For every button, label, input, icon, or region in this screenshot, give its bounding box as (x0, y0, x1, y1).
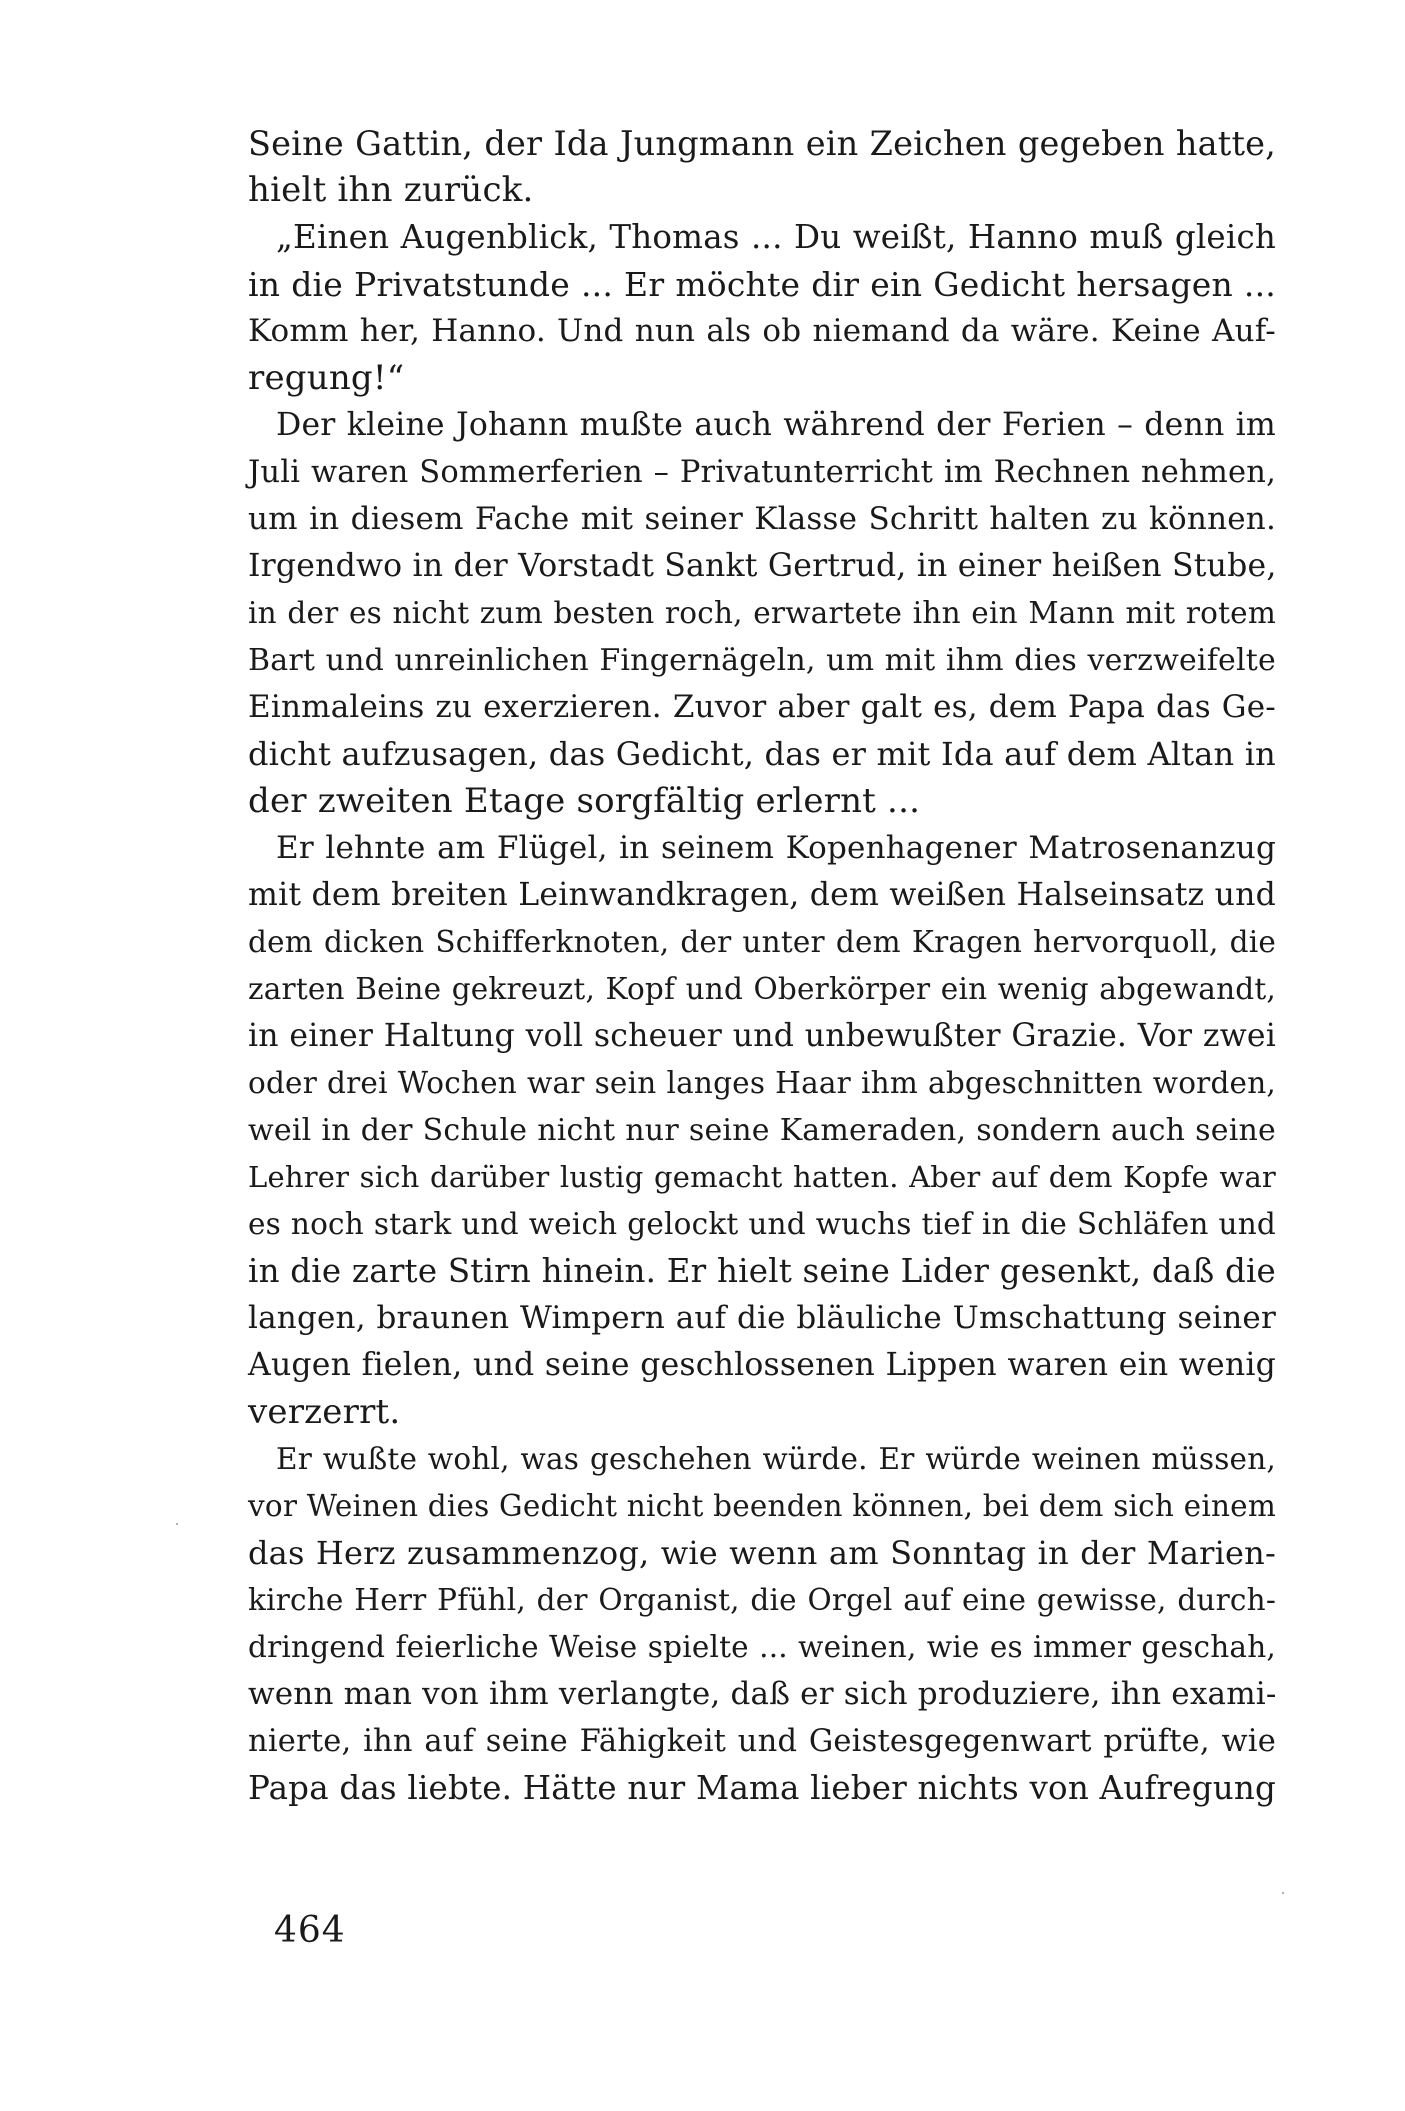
text-line: wenn man von ihm verlangte, daß er sich produziere, ihn exami- (248, 1676, 1277, 1712)
text-line: langen, braunen Wimpern auf die bläuliche Umschattung seiner (248, 1300, 1276, 1336)
text-line: „Einen Augenblick, Thomas ... Du weißt, Hanno muß gleich (276, 218, 1276, 256)
scan-speck (176, 1523, 178, 1525)
text-line: Einmaleins zu exerzieren. Zuvor aber galt es, dem Papa das Ge- (248, 689, 1276, 725)
text-line: weil in der Schule nicht nur seine Kameraden, sondern auch seine (248, 1113, 1276, 1148)
text-line: Komm her, Hanno. Und nun als ob niemand da wäre. Keine Auf- (248, 313, 1276, 349)
page-number: 464 (274, 1910, 346, 1951)
text-line: mit dem breiten Leinwandkragen, dem weißen Halseinsatz und (248, 877, 1276, 913)
text-line: in der es nicht zum besten roch, erwartete ihn ein Mann mit rotem (248, 596, 1276, 630)
text-line: kirche Herr Pfühl, der Organist, die Orgel auf eine gewisse, durch- (248, 1583, 1276, 1617)
text-line: dringend feierliche Weise spielte ... weinen, wie es immer geschah, (248, 1630, 1276, 1664)
text-line: um in diesem Fache mit seiner Klasse Schritt halten zu können. (248, 501, 1276, 537)
text-line: Irgendwo in der Vorstadt Sankt Gertrud, in einer heißen Stube, (248, 548, 1277, 584)
text-line: dicht aufzusagen, das Gedicht, das er mit Ida auf dem Altan in (248, 735, 1276, 773)
body-text (248, 120, 1276, 1812)
text-line: in die zarte Stirn hinein. Er hielt seine Lider gesenkt, daß die (248, 1252, 1276, 1290)
text-line: Juli waren Sommerferien – Privatunterricht im Rechnen nehmen, (248, 455, 1276, 490)
text-line: Augen fielen, und seine geschlossenen Lippen waren ein wenig (248, 1347, 1276, 1383)
scan-speck (1282, 1892, 1284, 1894)
text-line: zarten Beine gekreuzt, Kopf und Oberkörper ein wenig abgewandt, (248, 972, 1276, 1006)
text-line: vor Weinen dies Gedicht nicht beenden können, bei dem sich einem (248, 1489, 1276, 1523)
text-line: Papa das liebte. Hätte nur Mama lieber nichts von Aufregung (248, 1769, 1276, 1807)
text-line: der zweiten Etage sorgfältig erlernt ... (248, 781, 921, 821)
text-line: das Herz zusammenzog, wie wenn am Sonntag in der Marien- (248, 1534, 1276, 1572)
text-line: es noch stark und weich gelockt und wuchs tief in die Schläfen und (248, 1207, 1276, 1241)
text-line: oder drei Wochen war sein langes Haar ihm abgeschnitten worden, (248, 1066, 1276, 1100)
text-line: dem dicken Schifferknoten, der unter dem Kragen hervorquoll, die (248, 925, 1276, 959)
text-line: hielt ihn zurück. (248, 170, 534, 210)
text-line: in die Privatstunde ... Er möchte dir ein Gedicht hersagen ... (248, 265, 1276, 304)
text-line: Er lehnte am Flügel, in seinem Kopenhagener Matrosenanzug (276, 830, 1276, 866)
text-line: Lehrer sich darüber lustig gemacht hatten. Aber auf dem Kopfe war (248, 1160, 1276, 1194)
text-line: Der kleine Johann mußte auch während der Ferien – denn im (276, 407, 1276, 443)
text-line: regung!“ (248, 358, 405, 398)
text-line: nierte, ihn auf seine Fähigkeit und Geistesgegenwart prüfte, wie (248, 1724, 1276, 1759)
text-line: verzerrt. (248, 1392, 401, 1432)
text-line: in einer Haltung voll scheuer und unbewußter Grazie. Vor zwei (248, 1018, 1276, 1054)
text-line: Seine Gattin, der Ida Jungmann ein Zeichen gegeben hatte, (248, 124, 1276, 163)
text-line: Bart und unreinlichen Fingernägeln, um mit ihm dies verzweifelte (248, 643, 1276, 678)
text-line: Er wußte wohl, was geschehen würde. Er würde weinen müssen, (276, 1442, 1276, 1476)
